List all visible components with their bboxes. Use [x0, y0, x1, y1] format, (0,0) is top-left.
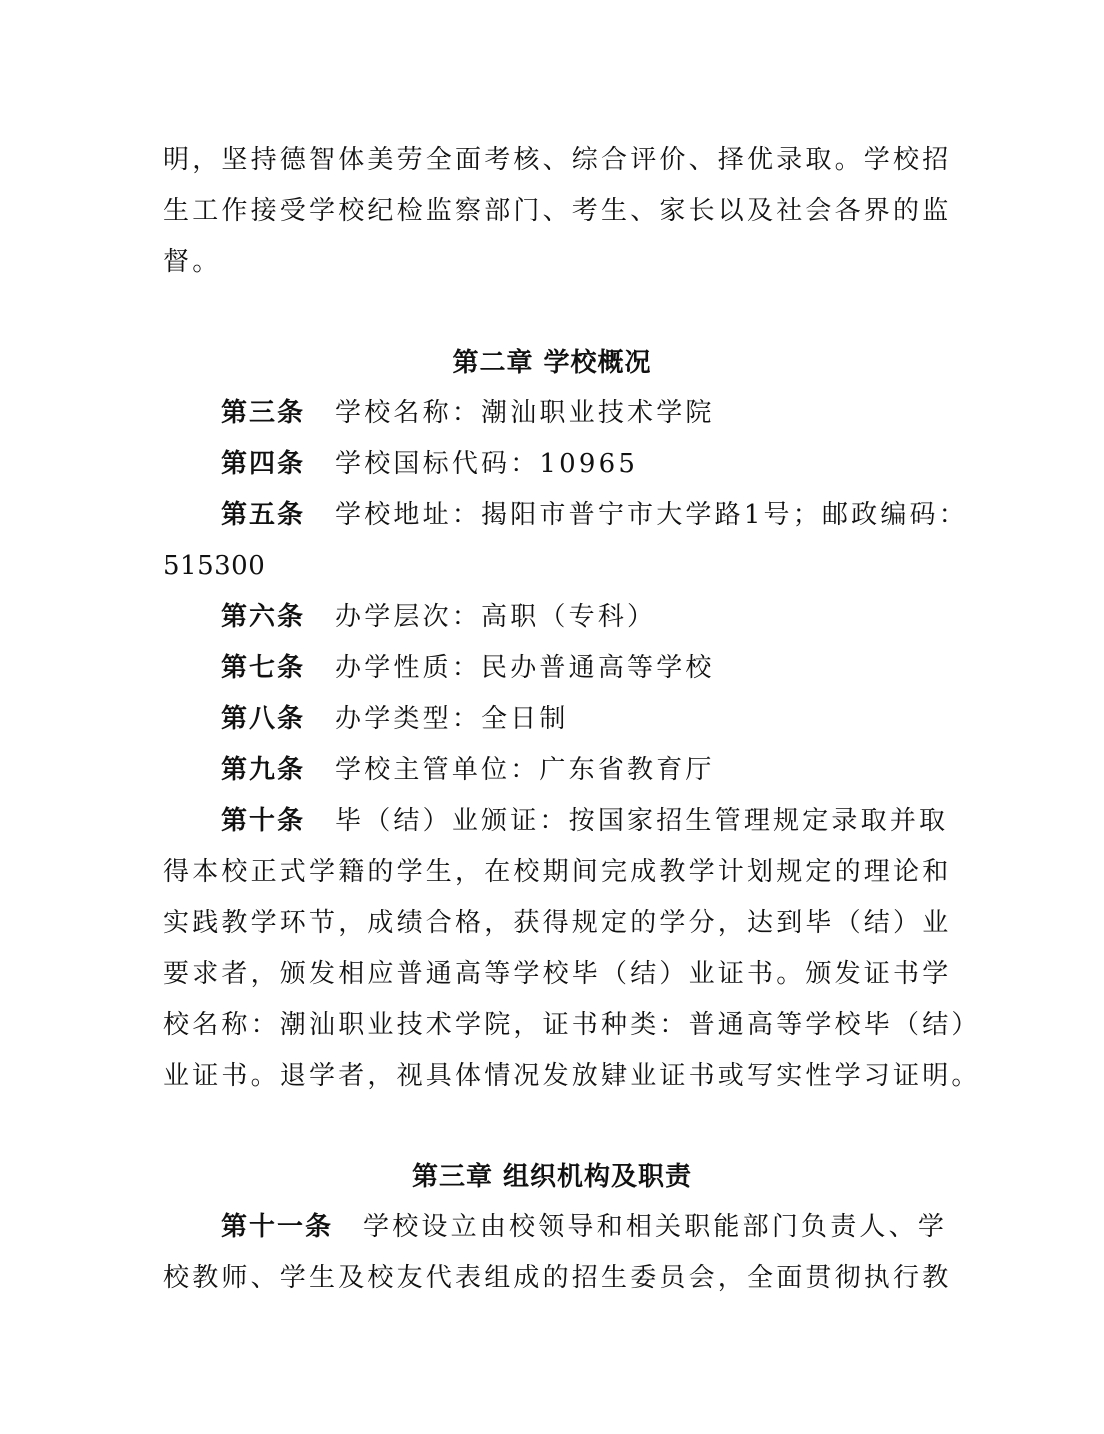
article-10 [221, 804, 949, 838]
article-text: 学校地址：揭阳市普宁市大学路1号；邮政编码： [335, 500, 968, 530]
article-10-line-6: 业证书。退学者，视具体情况发放肄业证书或写实性学习证明。 [163, 1061, 981, 1091]
article-text: 学校设立由校领导和相关职能部门负责人、学 [363, 1212, 948, 1242]
article-10-line-5: 校名称：潮汕职业技术学院，证书种类：普通高等学校毕（结） [163, 1010, 981, 1040]
article-label: 第五条 [221, 500, 306, 530]
article-10-line-4: 要求者，颁发相应普通高等学校毕（结）业证书。颁发证书学 [163, 959, 952, 989]
article-4 [221, 447, 943, 481]
article-11 [221, 1210, 948, 1244]
article-label: 第十条 [221, 806, 306, 836]
article-label: 第八条 [221, 704, 306, 734]
article-text: 办学类型：全日制 [335, 704, 569, 734]
intro-line-2: 生工作接受学校纪检监察部门、考生、家长以及社会各界的监 [163, 196, 952, 226]
article-5-continuation: 515300 [163, 551, 266, 581]
article-10-line-3: 实践教学环节，成绩合格，获得规定的学分，达到毕（结）业 [163, 908, 952, 938]
article-text: 办学层次：高职（专科） [335, 602, 657, 632]
article-text: 办学性质：民办普通高等学校 [335, 653, 715, 683]
article-text: 毕（结）业颁证：按国家招生管理规定录取并取 [335, 806, 949, 836]
article-6 [221, 600, 943, 634]
article-label: 第九条 [221, 755, 306, 785]
article-label: 第七条 [221, 653, 306, 683]
article-5 [221, 498, 968, 532]
article-label: 第三条 [221, 398, 306, 428]
article-7 [221, 651, 943, 685]
chapter-3-title: 第三章 组织机构及职责 [411, 1162, 693, 1192]
article-11-line-2: 校教师、学生及校友代表组成的招生委员会，全面贯彻执行教 [163, 1263, 952, 1293]
intro-line-1: 明，坚持德智体美劳全面考核、综合评价、择优录取。学校招 [163, 145, 952, 175]
article-3 [221, 396, 943, 430]
article-label: 第四条 [221, 449, 306, 479]
article-text: 学校国标代码：10965 [335, 449, 639, 479]
article-8 [221, 702, 943, 736]
article-9 [221, 753, 943, 787]
article-text: 学校主管单位：广东省教育厅 [335, 755, 715, 785]
article-label: 第六条 [221, 602, 306, 632]
intro-line-3: 督。 [163, 247, 222, 277]
article-10-line-2: 得本校正式学籍的学生，在校期间完成教学计划规定的理论和 [163, 857, 952, 887]
chapter-2-title: 第二章 学校概况 [452, 348, 652, 378]
article-label: 第十一条 [221, 1212, 334, 1242]
article-text: 学校名称：潮汕职业技术学院 [335, 398, 715, 428]
